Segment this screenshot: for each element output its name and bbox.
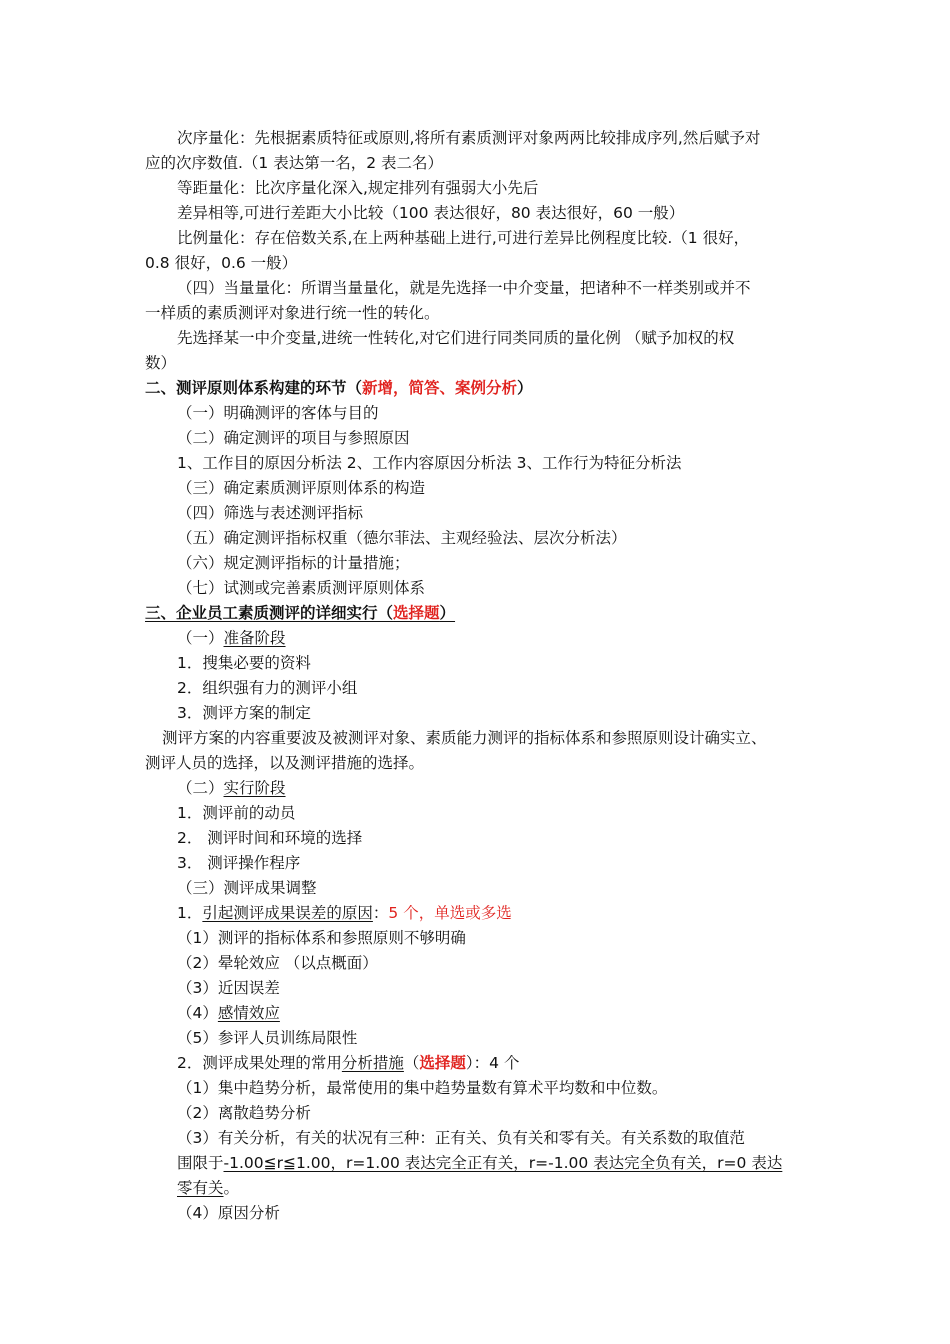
- highlight-text: 5 个，单选或多选: [388, 904, 512, 922]
- text-line: 等距量化：比次序量化深入,规定排列有强弱大小先后: [177, 179, 539, 197]
- text-line: （四）当量量化：所谓当量量化，就是先选择一中介变量，把诸种不一样类别或并不: [177, 279, 751, 297]
- text-line: 测评人员的选择，以及测评措施的选择。: [145, 754, 425, 772]
- text-line: 0.8 很好，0.6 一般）: [145, 254, 298, 272]
- text-span: （一）: [177, 629, 224, 647]
- text-line: [177, 1178, 239, 1198]
- text-line: （三）测评成果调整: [177, 879, 317, 897]
- text-line: 应的次序数值.（1 表达第一名，2 表二名）: [145, 154, 444, 172]
- underlined-text: 引起测评成果误差的原因: [202, 904, 373, 922]
- section-heading-3: [145, 603, 455, 623]
- text-line: （5）参评人员训练局限性: [177, 1029, 358, 1047]
- text-line: （三）确定素质测评原则体系的构造: [177, 479, 426, 497]
- heading-close: ）: [517, 379, 533, 397]
- text-line: 1．搜集必要的资料: [177, 654, 311, 672]
- text-line: 3． 测评操作程序: [177, 854, 301, 872]
- text-line: 2．组织强有力的测评小组: [177, 679, 358, 697]
- text-line: （2）晕轮效应 （以点概面）: [177, 954, 378, 972]
- text-line: （4）原因分析: [177, 1204, 280, 1222]
- heading-highlight: 选择题: [393, 604, 440, 622]
- text-line: （1）集中趋势分析，最常使用的集中趋势量数有算术平均数和中位数。: [177, 1079, 668, 1097]
- text-line: 1、工作目的原因分析法 2、工作内容原因分析法 3、工作行为特征分析法: [177, 454, 682, 472]
- text-span: （二）: [177, 779, 224, 797]
- heading-close: ）: [439, 604, 456, 622]
- section-heading-2: [145, 378, 533, 398]
- text-line: 1．测评前的动员: [177, 804, 296, 822]
- text-span: 。: [223, 1179, 240, 1197]
- text-line: 差异相等,可进行差距大小比较（100 表达很好，80 表达很好，60 一般）: [177, 204, 685, 222]
- text-line: [177, 1003, 280, 1023]
- text-line: [177, 903, 512, 923]
- text-span: （: [403, 1054, 420, 1072]
- text-line: （1）测评的指标体系和参照原则不够明确: [177, 929, 466, 947]
- text-line: [177, 628, 286, 648]
- text-line: （3）有关分析，有关的状况有三种：正有关、负有关和零有关。有关系数的取值范: [177, 1129, 745, 1147]
- underlined-text: 零有关: [177, 1179, 224, 1197]
- heading-highlight: 新增，简答、案例分析: [362, 379, 518, 397]
- text-span: ：: [372, 904, 389, 922]
- underlined-text: 准备阶段: [223, 629, 286, 647]
- text-line: （一）明确测评的客体与目的: [177, 404, 379, 422]
- underlined-text: 感情效应: [217, 1004, 280, 1022]
- heading-text: 三、企业员工素质测评的详细实行（: [145, 604, 394, 622]
- text-line: （3）近因误差: [177, 979, 280, 997]
- heading-text: 二、测评原则体系构建的环节（: [145, 379, 363, 397]
- text-line: （七）试测或完善素质测评原则体系: [177, 579, 426, 597]
- text-line: 数）: [145, 354, 177, 372]
- text-line: （二）确定测评的项目与参照原因: [177, 429, 410, 447]
- text-span: 1．: [177, 904, 203, 922]
- text-line: 次序量化：先根据素质特征或原则,将所有素质测评对象两两比较排成序列,然后赋予对: [177, 129, 761, 147]
- text-line: 2． 测评时间和环境的选择: [177, 829, 363, 847]
- text-line: （2）离散趋势分析: [177, 1104, 311, 1122]
- text-line: [177, 1153, 782, 1173]
- highlight-text: 选择题: [419, 1054, 466, 1072]
- text-line: 一样质的素质测评对象进行统一性的转化。: [145, 304, 440, 322]
- text-line: [177, 778, 286, 798]
- underlined-text: 实行阶段: [223, 779, 286, 797]
- text-line: （五）确定测评指标权重（德尔菲法、主观经验法、层次分析法）: [177, 529, 627, 547]
- underlined-text: -1.00≦r≦1.00，r=1.00 表达完全正有关，r=-1.00 表达完全负有关，r=0 表达: [223, 1154, 783, 1172]
- text-span: （4）: [177, 1004, 218, 1022]
- text-span: 2．测评成果处理的常用: [177, 1054, 342, 1072]
- text-line: 测评方案的内容重要波及被测评对象、素质能力测评的指标体系和参照原则设计确实立、: [162, 729, 767, 747]
- underlined-text: 分析措施: [341, 1054, 404, 1072]
- text-span: 围限于: [177, 1154, 224, 1172]
- text-line: 比例量化：存在倍数关系,在上两种基础上进行,可进行差异比例程度比较.（1 很好，: [177, 229, 750, 247]
- text-line: [177, 1053, 519, 1073]
- text-span: ）：4 个: [465, 1054, 520, 1072]
- text-line: （六）规定测评指标的计量措施；: [177, 554, 410, 572]
- text-line: 3．测评方案的制定: [177, 704, 311, 722]
- text-line: 先选择某一中介变量,进统一性转化,对它们进行同类同质的量化例 （赋予加权的权: [177, 329, 735, 347]
- text-line: （四）筛选与表述测评指标: [177, 504, 364, 522]
